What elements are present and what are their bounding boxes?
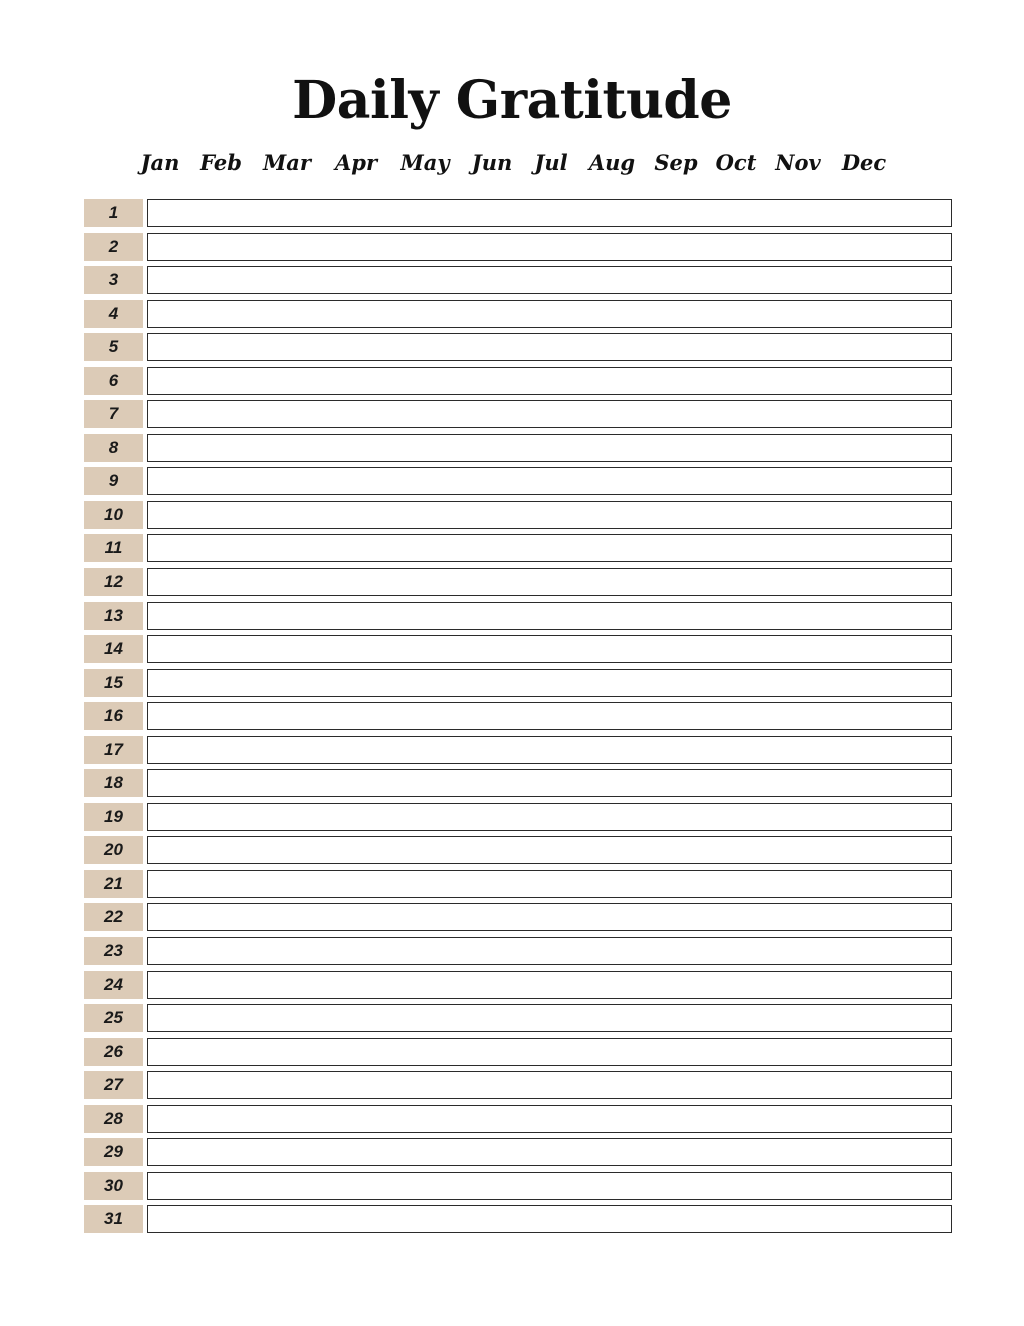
day-number: 21 xyxy=(84,870,143,898)
gratitude-entry-box[interactable] xyxy=(147,367,952,395)
day-number: 29 xyxy=(84,1138,143,1166)
day-number: 1 xyxy=(84,199,143,227)
day-number: 4 xyxy=(84,300,143,328)
day-row xyxy=(84,1205,954,1233)
day-row xyxy=(84,266,954,294)
day-row xyxy=(84,534,954,562)
gratitude-entry-box[interactable] xyxy=(147,266,952,294)
day-number: 8 xyxy=(84,434,143,462)
day-number: 12 xyxy=(84,568,143,596)
day-row xyxy=(84,1038,954,1066)
day-number: 3 xyxy=(84,266,143,294)
gratitude-entry-box[interactable] xyxy=(147,199,952,227)
day-row xyxy=(84,233,954,261)
day-row xyxy=(84,1071,954,1099)
day-row xyxy=(84,635,954,663)
gratitude-entry-box[interactable] xyxy=(147,635,952,663)
day-number: 10 xyxy=(84,501,143,529)
day-row xyxy=(84,300,954,328)
gratitude-entry-box[interactable] xyxy=(147,333,952,361)
gratitude-entry-box[interactable] xyxy=(147,434,952,462)
gratitude-entry-box[interactable] xyxy=(147,736,952,764)
day-number: 16 xyxy=(84,702,143,730)
gratitude-entry-box[interactable] xyxy=(147,1004,952,1032)
day-number: 9 xyxy=(84,467,143,495)
gratitude-entry-box[interactable] xyxy=(147,467,952,495)
month-may[interactable]: May xyxy=(400,150,450,175)
gratitude-list xyxy=(84,199,954,1239)
day-number: 14 xyxy=(84,635,143,663)
day-row xyxy=(84,467,954,495)
day-number: 27 xyxy=(84,1071,143,1099)
month-apr[interactable]: Apr xyxy=(334,150,378,175)
gratitude-entry-box[interactable] xyxy=(147,400,952,428)
gratitude-entry-box[interactable] xyxy=(147,769,952,797)
month-mar[interactable]: Mar xyxy=(263,150,311,175)
month-oct[interactable]: Oct xyxy=(715,150,757,175)
day-number: 24 xyxy=(84,971,143,999)
day-number: 23 xyxy=(84,937,143,965)
day-number: 31 xyxy=(84,1205,143,1233)
day-row xyxy=(84,937,954,965)
gratitude-entry-box[interactable] xyxy=(147,669,952,697)
day-row xyxy=(84,434,954,462)
gratitude-entry-box[interactable] xyxy=(147,534,952,562)
gratitude-entry-box[interactable] xyxy=(147,803,952,831)
month-jul[interactable]: Jul xyxy=(534,150,568,175)
gratitude-entry-box[interactable] xyxy=(147,1172,952,1200)
day-row xyxy=(84,501,954,529)
day-number: 22 xyxy=(84,903,143,931)
day-row xyxy=(84,803,954,831)
day-number: 5 xyxy=(84,333,143,361)
gratitude-entry-box[interactable] xyxy=(147,1105,952,1133)
day-number: 6 xyxy=(84,367,143,395)
month-selector xyxy=(0,150,1024,186)
gratitude-entry-box[interactable] xyxy=(147,836,952,864)
day-row xyxy=(84,1138,954,1166)
day-row xyxy=(84,870,954,898)
gratitude-entry-box[interactable] xyxy=(147,1205,952,1233)
day-number: 11 xyxy=(84,534,143,562)
day-number: 19 xyxy=(84,803,143,831)
day-row xyxy=(84,669,954,697)
day-row xyxy=(84,736,954,764)
day-number: 17 xyxy=(84,736,143,764)
month-nov[interactable]: Nov xyxy=(775,150,821,175)
day-row xyxy=(84,769,954,797)
month-jan[interactable]: Jan xyxy=(140,150,180,175)
month-aug[interactable]: Aug xyxy=(588,150,636,175)
gratitude-entry-box[interactable] xyxy=(147,501,952,529)
day-row xyxy=(84,333,954,361)
gratitude-entry-box[interactable] xyxy=(147,1071,952,1099)
gratitude-entry-box[interactable] xyxy=(147,1138,952,1166)
day-number: 20 xyxy=(84,836,143,864)
day-row xyxy=(84,400,954,428)
day-row xyxy=(84,702,954,730)
page-title: Daily Gratitude xyxy=(292,70,732,131)
gratitude-entry-box[interactable] xyxy=(147,602,952,630)
day-row xyxy=(84,1105,954,1133)
day-row xyxy=(84,199,954,227)
day-number: 7 xyxy=(84,400,143,428)
day-number: 15 xyxy=(84,669,143,697)
month-feb[interactable]: Feb xyxy=(200,150,242,175)
day-row xyxy=(84,568,954,596)
gratitude-entry-box[interactable] xyxy=(147,702,952,730)
month-dec[interactable]: Dec xyxy=(841,150,887,175)
gratitude-entry-box[interactable] xyxy=(147,568,952,596)
day-row xyxy=(84,602,954,630)
day-row xyxy=(84,836,954,864)
day-row xyxy=(84,1172,954,1200)
day-number: 26 xyxy=(84,1038,143,1066)
gratitude-entry-box[interactable] xyxy=(147,903,952,931)
gratitude-entry-box[interactable] xyxy=(147,300,952,328)
gratitude-entry-box[interactable] xyxy=(147,870,952,898)
day-number: 25 xyxy=(84,1004,143,1032)
day-row xyxy=(84,903,954,931)
day-row xyxy=(84,971,954,999)
gratitude-entry-box[interactable] xyxy=(147,971,952,999)
day-number: 18 xyxy=(84,769,143,797)
day-number: 2 xyxy=(84,233,143,261)
gratitude-entry-box[interactable] xyxy=(147,233,952,261)
month-jun[interactable]: Jun xyxy=(471,150,513,175)
day-number: 13 xyxy=(84,602,143,630)
day-number: 30 xyxy=(84,1172,143,1200)
day-number: 28 xyxy=(84,1105,143,1133)
day-row xyxy=(84,1004,954,1032)
month-sep[interactable]: Sep xyxy=(654,150,698,175)
day-row xyxy=(84,367,954,395)
gratitude-entry-box[interactable] xyxy=(147,937,952,965)
gratitude-entry-box[interactable] xyxy=(147,1038,952,1066)
